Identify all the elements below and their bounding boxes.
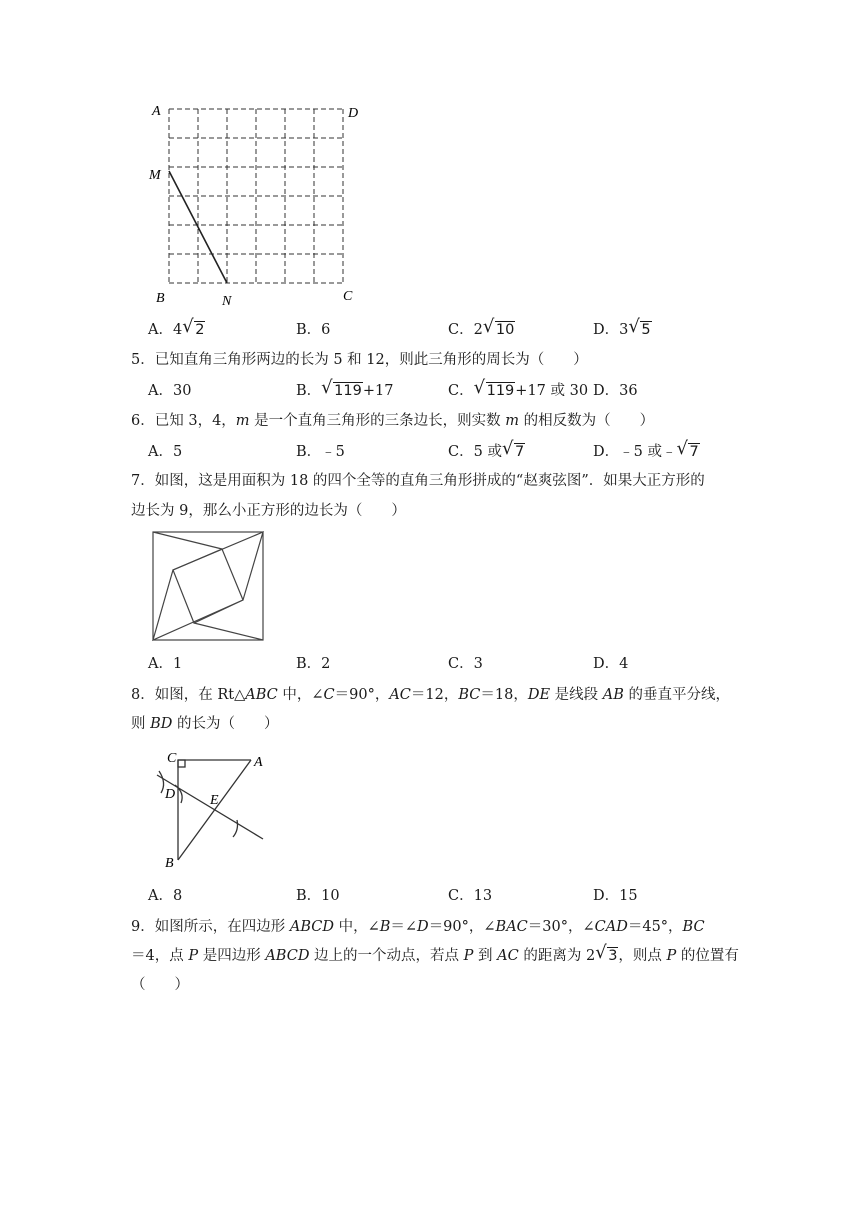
q5-option-a: A．30 bbox=[148, 383, 192, 399]
q7-option-a: A．1 bbox=[148, 656, 183, 672]
q8-option-a: A．8 bbox=[148, 888, 183, 904]
q8-triangle-figure bbox=[145, 745, 275, 875]
q6-option-d: D．﹣5 或﹣√ 7 bbox=[593, 442, 700, 462]
grid-lines bbox=[169, 109, 343, 283]
segment-mn bbox=[169, 171, 227, 283]
q9-answer-bracket: （ ） bbox=[131, 977, 189, 993]
label-a: A bbox=[254, 755, 263, 770]
q4-option-a: A．4√ 2 bbox=[148, 320, 205, 340]
label-d: D bbox=[348, 106, 359, 121]
q9-stem-line1: 9．如图所示，在四边形 ABCD 中，∠B＝∠D＝90°，∠BAC＝30°，∠CAD＝45°，BC bbox=[131, 919, 705, 935]
q8-option-d: D．15 bbox=[593, 888, 638, 904]
q4-option-d: D．3√ 5 bbox=[593, 320, 652, 340]
label-n: N bbox=[222, 294, 232, 309]
q9-stem-line2: ＝4，点 P 是四边形 ABCD 边上的一个动点，若点 P 到 AC 的距离为 2√ 3，则点 P 的位置有 bbox=[131, 946, 739, 966]
q6-option-c: C．5 或√ 7 bbox=[448, 442, 525, 462]
q7-option-d: D．4 bbox=[593, 656, 629, 672]
q5-option-d: D．36 bbox=[593, 383, 638, 399]
label-m: M bbox=[149, 168, 161, 183]
q8-stem-line2: 则 BD 的长为（ ） bbox=[131, 716, 279, 732]
q5-option-c: C．√ 119+17 或 30 bbox=[448, 381, 588, 401]
q6-stem: 6．已知 3，4，m 是一个直角三角形的三条边长，则实数 m 的相反数为（ ） bbox=[131, 413, 655, 429]
q5-option-b: B．√ 119+17 bbox=[296, 381, 393, 401]
q4-option-c: C．2√ 10 bbox=[448, 320, 515, 340]
q8-option-b: B．10 bbox=[296, 888, 340, 904]
right-angle-mark bbox=[178, 760, 185, 767]
q7-stem-line2: 边长为 9，那么小正方形的边长为（ ） bbox=[131, 503, 406, 519]
inner-lines bbox=[153, 532, 263, 640]
inner-square bbox=[173, 549, 243, 623]
q6-option-a: A．5 bbox=[148, 444, 183, 460]
label-a: A bbox=[152, 104, 161, 119]
q7-stem-line1: 7．如图，这是用面积为 18 的四个全等的直角三角形拼成的“赵爽弦图”．如果大正方形的 bbox=[131, 473, 705, 489]
q4-grid-figure bbox=[140, 95, 370, 315]
q7-option-b: B．2 bbox=[296, 656, 331, 672]
label-b: B bbox=[156, 291, 165, 306]
q8-option-c: C．13 bbox=[448, 888, 493, 904]
label-c: C bbox=[343, 289, 353, 304]
arc-upper bbox=[159, 771, 164, 793]
q7-zhao-shuang-diagram bbox=[150, 528, 268, 646]
q6-option-b: B．﹣5 bbox=[296, 444, 345, 460]
label-c: C bbox=[167, 751, 177, 766]
label-e: E bbox=[210, 793, 219, 808]
q5-stem: 5．已知直角三角形两边的长为 5 和 12，则此三角形的周长为（ ） bbox=[131, 352, 588, 368]
label-d: D bbox=[165, 787, 176, 802]
label-b: B bbox=[165, 856, 174, 871]
q4-option-b: B．6 bbox=[296, 322, 331, 338]
q8-stem-line1: 8．如图，在 Rt△ABC 中，∠C＝90°，AC＝12，BC＝18，DE 是线段 AB 的垂直平分线， bbox=[131, 687, 731, 703]
q7-option-c: C．3 bbox=[448, 656, 483, 672]
